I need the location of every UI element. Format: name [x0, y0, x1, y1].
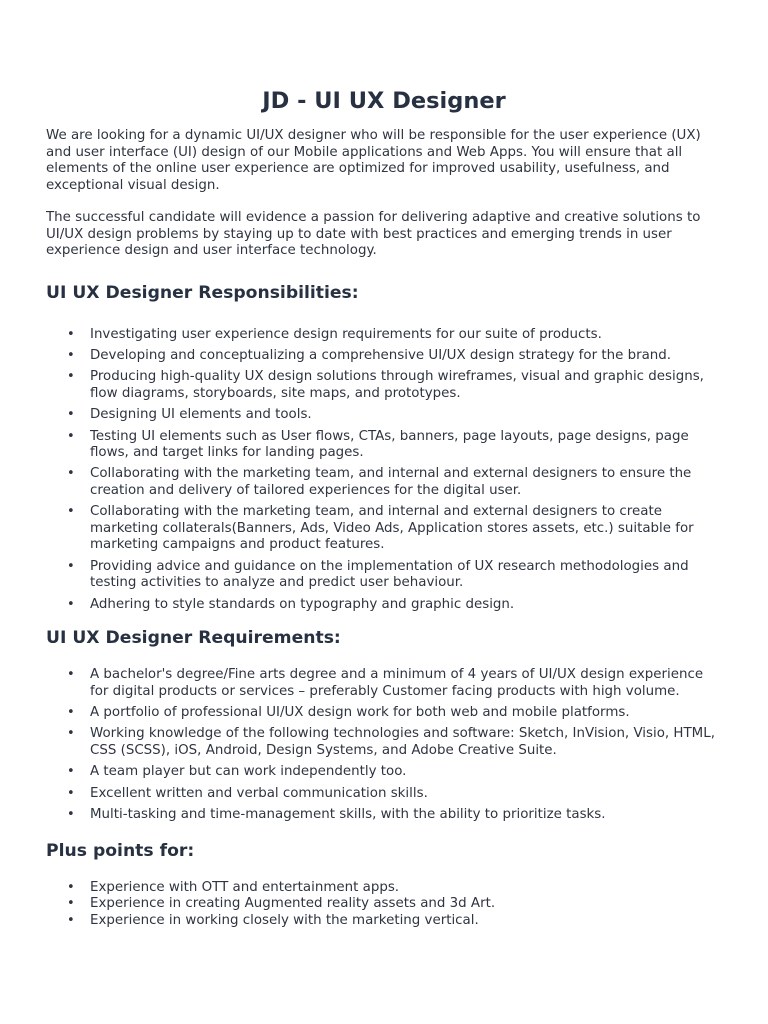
intro-paragraph: We are looking for a dynamic UI/UX designer who will be responsible for the user experience (UX) and user interface (UI) design of our Mobile applications and Web Apps. You will ensure that all elements of the online user experience are optimized for improved usability, usefulness, and exceptional visual design.	[46, 128, 701, 193]
list-item: • Experience in working closely with the marketing vertical.	[90, 913, 722, 930]
plus-points-heading: Plus points for:	[46, 840, 195, 861]
list-item: • Producing high-quality UX design solutions through wireframes, visual and graphic designs, flow diagrams, storyboards, site maps, and prototypes.	[90, 369, 722, 402]
list-item: • Designing UI elements and tools.	[90, 407, 722, 424]
list-item: • Experience in creating Augmented reality assets and 3d Art.	[90, 896, 722, 913]
list-item: • Collaborating with the marketing team, and internal and external designers to create marketing collaterals(Banners, Ads, Video Ads, Application stores assets, etc.) suitable for marketing campaigns and product features.	[90, 504, 722, 554]
list-item: • A portfolio of professional UI/UX design work for both web and mobile platforms.	[90, 705, 722, 722]
plus-points-list	[46, 880, 722, 930]
list-item: • Excellent written and verbal communication skills.	[90, 786, 722, 803]
list-item: • Collaborating with the marketing team, and internal and external designers to ensure the creation and delivery of tailored experiences for the digital user.	[90, 466, 722, 499]
list-item: • Providing advice and guidance on the implementation of UX research methodologies and testing activities to analyze and predict user behaviour.	[90, 559, 722, 592]
list-item: • Experience with OTT and entertainment apps.	[90, 880, 722, 897]
intro-paragraph: The successful candidate will evidence a passion for delivering adaptive and creative solutions to UI/UX design problems by staying up to date with best practices and emerging trends in user experience design and user interface technology.	[46, 210, 701, 258]
list-item: • Working knowledge of the following technologies and software: Sketch, InVision, Visio, HTML, CSS (SCSS), iOS, Android, Design Systems, and Adobe Creative Suite.	[90, 726, 722, 759]
list-item: • Multi-tasking and time-management skills, with the ability to prioritize tasks.	[90, 807, 722, 824]
responsibilities-list	[46, 327, 722, 614]
list-item: • Testing UI elements such as User flows, CTAs, banners, page layouts, page designs, page flows, and target links for landing pages.	[90, 429, 722, 462]
requirements-heading: UI UX Designer Requirements:	[46, 628, 341, 649]
page-title: JD - UI UX Designer	[262, 88, 506, 114]
list-item: • A team player but can work independently too.	[90, 764, 722, 781]
list-item: • Adhering to style standards on typography and graphic design.	[90, 597, 722, 614]
requirements-list	[46, 667, 722, 823]
responsibilities-heading: UI UX Designer Responsibilities:	[46, 282, 359, 303]
list-item: • Developing and conceptualizing a comprehensive UI/UX design strategy for the brand.	[90, 348, 722, 365]
list-item: • Investigating user experience design requirements for our suite of products.	[90, 327, 722, 344]
list-item: • A bachelor's degree/Fine arts degree and a minimum of 4 years of UI/UX design experience for digital products or services – preferably Customer facing products with high volume.	[90, 667, 722, 700]
